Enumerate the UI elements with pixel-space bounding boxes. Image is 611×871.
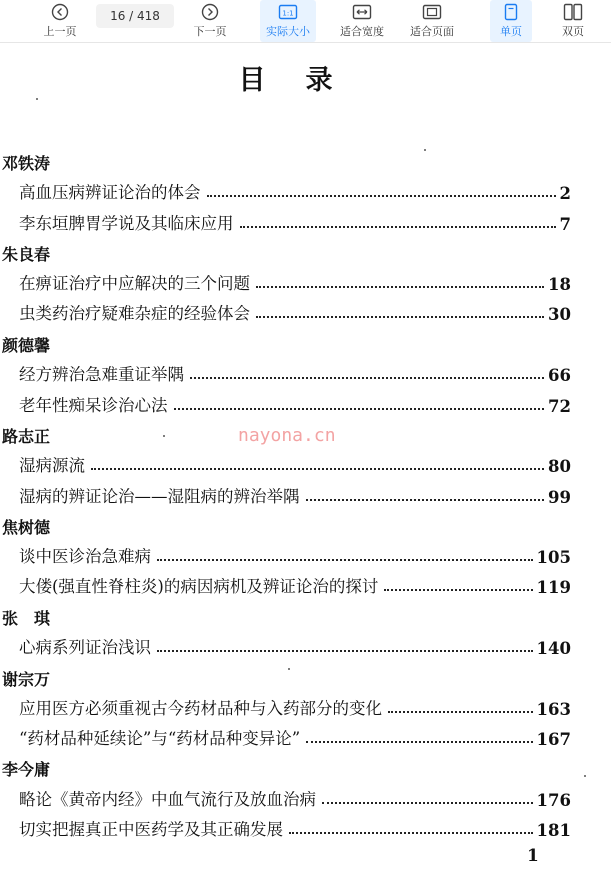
toc-entry-title: 在痹证治疗中应解决的三个问题 xyxy=(19,274,250,293)
next-page-button[interactable] xyxy=(190,0,230,42)
scan-speck xyxy=(163,435,165,437)
fit-width-button[interactable] xyxy=(334,0,390,42)
chevron-left-circle-icon xyxy=(51,2,69,22)
toc-entry-title: 李东垣脾胃学说及其临床应用 xyxy=(19,214,234,233)
author-name: 邓铁涛 xyxy=(2,154,51,173)
prev-page-button[interactable] xyxy=(40,0,80,42)
single-page-icon xyxy=(504,2,518,22)
toc-entry[interactable] xyxy=(19,725,571,749)
toc-entry-page: 2 xyxy=(559,184,571,203)
toc-entry-title: 应用医方必须重视古今药材品种与入药部分的变化 xyxy=(19,699,382,718)
watermark-text: nayona.cn xyxy=(238,425,336,446)
toc-entry-page: 99 xyxy=(548,488,571,507)
double-page-label: 双页 xyxy=(562,25,584,38)
fit-page-label: 适合页面 xyxy=(410,25,454,38)
next-page-label: 下一页 xyxy=(193,25,227,38)
toc-entry[interactable] xyxy=(19,816,571,840)
fit-width-icon xyxy=(352,2,372,22)
toc-entry-page: 163 xyxy=(536,700,571,719)
toc-entry[interactable] xyxy=(19,634,571,658)
svg-text:1:1: 1:1 xyxy=(282,9,294,18)
leader-dots xyxy=(190,377,544,379)
single-page-button[interactable] xyxy=(490,0,532,42)
author-name: 张 琪 xyxy=(2,609,51,628)
leader-dots xyxy=(207,195,556,197)
fit-page-button[interactable] xyxy=(404,0,460,42)
double-page-icon xyxy=(563,2,583,22)
leader-dots xyxy=(322,802,533,804)
toc-entry-page: 119 xyxy=(536,578,571,597)
toc-entry[interactable] xyxy=(19,270,571,294)
toc-entry-page: 167 xyxy=(536,730,571,749)
toc-entry-page: 80 xyxy=(548,457,571,476)
scan-speck xyxy=(584,775,586,777)
toc-entry-page: 18 xyxy=(548,275,571,294)
leader-dots xyxy=(240,226,556,228)
toc-entry-title: 高血压病辨证论治的体会 xyxy=(19,183,201,202)
toc-entry-title: 老年性痴呆诊治心法 xyxy=(19,396,168,415)
toc-entry[interactable] xyxy=(19,210,571,234)
toc-entry-title: 切实把握真正中医药学及其正确发展 xyxy=(19,820,283,839)
toc-entry[interactable] xyxy=(19,786,571,810)
leader-dots xyxy=(157,559,533,561)
actual-size-label: 实际大小 xyxy=(266,25,310,38)
toc-entry-title: 湿病的辨证论治——湿阻病的辨治举隅 xyxy=(19,487,300,506)
page-number: 1 xyxy=(527,846,539,866)
toc-entry-title: 谈中医诊治急难病 xyxy=(19,547,151,566)
author-name: 颜德馨 xyxy=(2,336,51,355)
toc-entry-page: 72 xyxy=(548,397,571,416)
chevron-right-circle-icon xyxy=(201,2,219,22)
toc-entry[interactable] xyxy=(19,300,571,324)
leader-dots xyxy=(306,499,545,501)
scan-speck xyxy=(36,98,38,100)
prev-page-label: 上一页 xyxy=(43,25,77,38)
toc-entry[interactable] xyxy=(19,695,571,719)
toc-entry-title: 经方辨治急难重证举隅 xyxy=(19,365,184,384)
toc-entry[interactable] xyxy=(19,179,571,203)
toc-entry-title: 大偻(强直性脊柱炎)的病因病机及辨证论治的探讨 xyxy=(19,577,379,596)
leader-dots xyxy=(91,468,544,470)
toc-entry[interactable] xyxy=(19,392,571,416)
leader-dots xyxy=(388,711,533,713)
author-name: 焦树德 xyxy=(2,518,51,537)
toc-entry-title: “药材品种延续论”与“药材品种变异论” xyxy=(19,729,301,748)
author-name: 谢宗万 xyxy=(2,670,51,689)
leader-dots xyxy=(174,408,545,410)
actual-size-icon xyxy=(278,2,298,22)
toc-entry[interactable] xyxy=(19,573,571,597)
viewer-toolbar xyxy=(0,0,611,43)
leader-dots xyxy=(306,741,532,743)
toc-entry-page: 66 xyxy=(548,366,571,385)
leader-dots xyxy=(289,832,533,834)
leader-dots xyxy=(157,650,533,652)
page-title: 目录 xyxy=(238,65,373,96)
author-name: 李今庸 xyxy=(2,760,51,779)
single-page-label: 单页 xyxy=(500,25,522,38)
author-name: 朱良春 xyxy=(2,245,51,264)
double-page-button[interactable] xyxy=(552,0,594,42)
toc-entry[interactable] xyxy=(19,361,571,385)
toc-entry[interactable] xyxy=(19,452,571,476)
toc-entry-page: 30 xyxy=(548,305,571,324)
toc-entry-page: 140 xyxy=(536,639,571,658)
document-page xyxy=(0,43,611,871)
leader-dots xyxy=(256,316,544,318)
toc-entry-page: 7 xyxy=(559,215,571,234)
toc-entry-page: 181 xyxy=(536,821,571,840)
scan-speck xyxy=(288,668,290,670)
toc-entry-title: 虫类药治疗疑难杂症的经验体会 xyxy=(19,304,250,323)
fit-width-label: 适合宽度 xyxy=(340,25,384,38)
toc-entry-title: 略论《黄帝内经》中血气流行及放血治病 xyxy=(19,790,316,809)
toc-entry[interactable] xyxy=(19,483,571,507)
toc-entry[interactable] xyxy=(19,543,571,567)
toc-entry-page: 105 xyxy=(536,548,571,567)
toc-entry-title: 湿病源流 xyxy=(19,456,85,475)
toc-entry-title: 心病系列证治浅识 xyxy=(19,638,151,657)
leader-dots xyxy=(384,589,532,591)
author-name: 路志正 xyxy=(2,427,51,446)
toc-entry-page: 176 xyxy=(536,791,571,810)
leader-dots xyxy=(256,286,544,288)
fit-page-icon xyxy=(422,2,442,22)
actual-size-button[interactable] xyxy=(260,0,316,42)
scan-speck xyxy=(424,149,426,151)
page-indicator[interactable]: 16 / 418 xyxy=(96,4,174,28)
